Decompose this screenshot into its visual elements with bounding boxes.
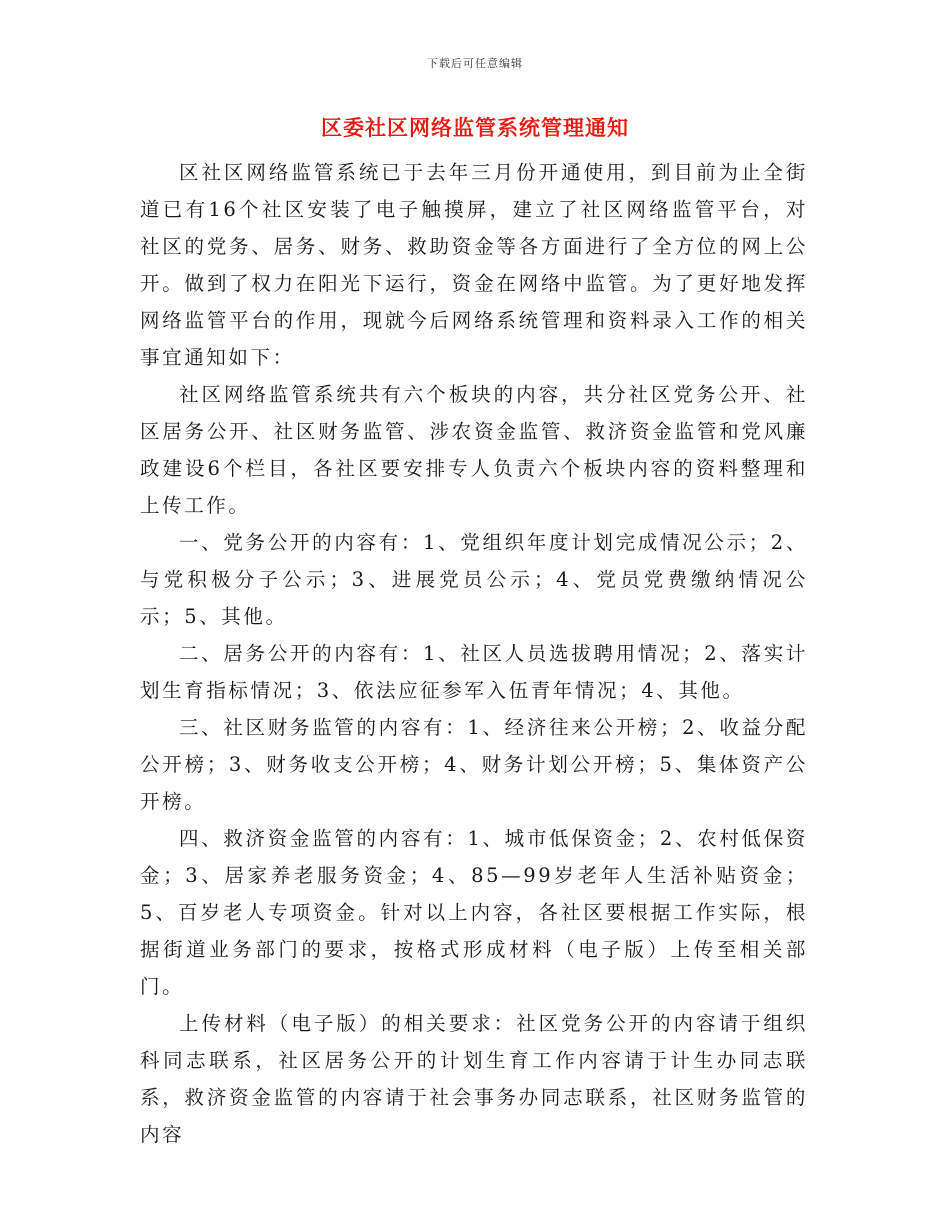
document-title: 区委社区网络监管系统管理通知 <box>321 116 629 140</box>
paragraph-resident-affairs: 二、居务公开的内容有：1、社区人员选拔聘用情况；2、落实计划生育指标情况；3、依法应征参军入伍青年情况；4、其他。 <box>140 642 808 702</box>
header-note: 下载后可任意编辑 <box>427 57 523 70</box>
paragraph-finance-supervision: 三、社区财务监管的内容有：1、经济往来公开榜；2、收益分配公开榜；3、财务收支公开榜；4、财务计划公开榜；5、集体资产公开榜。 <box>140 716 808 813</box>
paragraph-intro: 区社区网络监管系统已于去年三月份开通使用，到目前为止全街道已有16个社区安装了电子触摸屏，建立了社区网络监管平台，对社区的党务、居务、财务、救助资金等各方面进行了全方位的网上公开。做到了权力在阳光下运行，资金在网络中监管。为了更好地发挥网络监管平台的作用，现就今后网络系统管理和资料录入工作的相关事宜通知如下： <box>140 161 808 369</box>
paragraph-relief-funds: 四、救济资金监管的内容有：1、城市低保资金；2、农村低保资金；3、居家养老服务资金；4、85—99岁老年人生活补贴资金；5、百岁老人专项资金。针对以上内容，各社区要根据工作实际，根据街道业务部门的要求，按格式形成材料（电子版）上传至相关部门。 <box>140 827 808 998</box>
paragraph-party-affairs: 一、党务公开的内容有：1、党组织年度计划完成情况公示；2、与党积极分子公示；3、进展党员公示；4、党员党费缴纳情况公示；5、其他。 <box>140 531 808 628</box>
document-body <box>140 154 808 1153</box>
paragraph-modules: 社区网络监管系统共有六个板块的内容，共分社区党务公开、社区居务公开、社区财务监管、涉农资金监管、救济资金监管和党风廉政建设6个栏目，各社区要安排专人负责六个板块内容的资料整理和上传工作。 <box>140 383 808 517</box>
paragraph-upload-requirements: 上传材料（电子版）的相关要求：社区党务公开的内容请于组织科同志联系，社区居务公开的计划生育工作内容请于计生办同志联系，救济资金监管的内容请于社会事务办同志联系，社区财务监管的内容 <box>140 1012 808 1146</box>
